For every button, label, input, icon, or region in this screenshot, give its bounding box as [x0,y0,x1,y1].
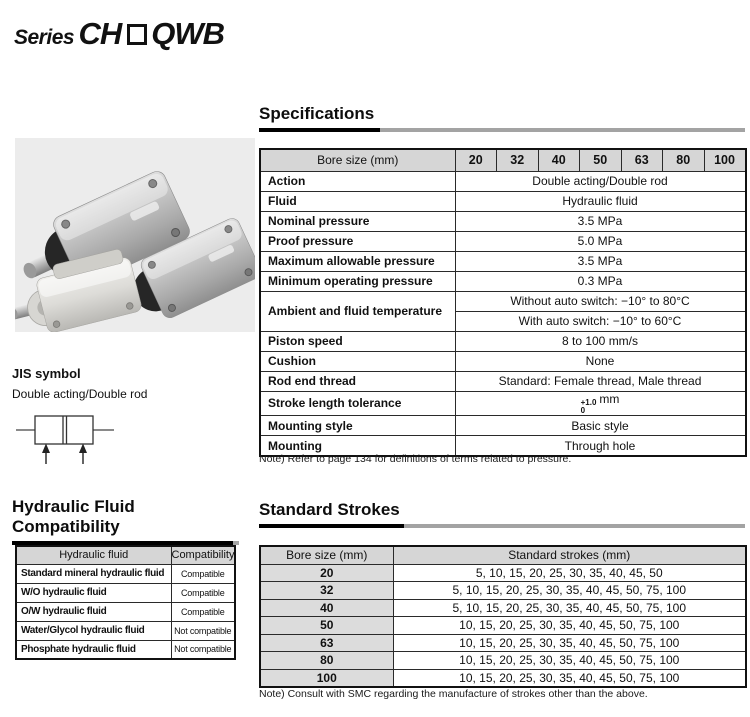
specifications-note: Note) Refer to page 134 for definitions of terms related to pressure. [259,453,572,465]
spec-row-piston-speed: Piston speed 8 to 100 mm/s [260,331,746,351]
tolerance-unit: mm [599,391,620,406]
hfc-header-compatibility: Compatibility [171,546,235,564]
ss-row-40: 40 5, 10, 15, 20, 25, 30, 35, 40, 45, 50, 75, 100 [260,599,746,617]
product-photo [15,138,255,332]
hfc-row-ow: O/W hydraulic fluid Compatible [16,602,235,621]
standard-strokes-rule [259,524,745,528]
spec-row-action: Action Double acting/Double rod [260,171,746,191]
standard-strokes-section-header [259,500,745,528]
ss-row-80: 80 10, 15, 20, 25, 30, 35, 40, 45, 50, 75, 100 [260,652,746,670]
bore-col-32: 32 [497,149,539,171]
jis-double-rod-symbol [14,406,126,468]
title-model-suffix: QWB [151,16,225,51]
bore-col-80: 80 [663,149,705,171]
title-series: Series [14,26,75,49]
ss-row-100: 100 10, 15, 20, 25, 30, 35, 40, 45, 50, 75, 100 [260,669,746,687]
hfc-header-fluid: Hydraulic fluid [16,546,171,564]
spec-row-max-allowable-pressure: Maximum allowable pressure 3.5 MPa [260,251,746,271]
bore-col-100: 100 [704,149,746,171]
spec-header-row [260,149,746,171]
spec-row-nominal-pressure: Nominal pressure 3.5 MPa [260,211,746,231]
fluid-compatibility-section-header [12,497,239,545]
bore-col-63: 63 [621,149,663,171]
standard-strokes-table [259,545,747,688]
bore-col-50: 50 [580,149,622,171]
ss-header-row [260,546,746,564]
ss-row-20: 20 5, 10, 15, 20, 25, 30, 35, 40, 45, 50 [260,564,746,582]
ss-header-strokes: Standard strokes (mm) [393,546,746,564]
page-title [14,16,224,52]
bore-col-20: 20 [455,149,497,171]
standard-strokes-heading: Standard Strokes [259,500,400,519]
hfc-row-water-glycol: Water/Glycol hydraulic fluid Not compatible [16,621,235,640]
bore-placeholder-square-icon [127,24,147,45]
spec-row-proof-pressure: Proof pressure 5.0 MPa [260,231,746,251]
spec-row-ambient-temp-1: Ambient and fluid temperature Without auto switch: −10° to 80°C [260,291,746,311]
cylinders-illustration [15,138,255,332]
spec-row-min-operating-pressure: Minimum operating pressure 0.3 MPa [260,271,746,291]
fluid-compatibility-heading: Hydraulic Fluid Compatibility [12,497,135,536]
hfc-row-standard-mineral: Standard mineral hydraulic fluid Compatible [16,564,235,583]
specifications-section-header [259,104,745,132]
jis-symbol-heading: JIS symbol [12,366,81,381]
title-model-prefix: CH [78,16,122,51]
bore-col-40: 40 [538,149,580,171]
tolerance-stack: +1.0 0 [580,397,597,415]
spec-row-rod-end-thread: Rod end thread Standard: Female thread, Male thread [260,371,746,391]
standard-strokes-note: Note) Consult with SMC regarding the manufacture of strokes other than the above. [259,688,648,700]
cylinder-c [15,247,143,332]
ss-row-32: 32 5, 10, 15, 20, 25, 30, 35, 40, 45, 50, 75, 100 [260,582,746,600]
spec-row-stroke-tolerance: Stroke length tolerance +1.0 0 mm [260,391,746,416]
spec-header-bore-label: Bore size (mm) [260,149,455,171]
spec-row-mounting: Mounting Through hole [260,436,746,456]
specifications-table [259,148,747,457]
jis-symbol-subheading: Double acting/Double rod [12,387,148,401]
spec-row-cushion: Cushion None [260,351,746,371]
ss-header-bore: Bore size (mm) [260,546,393,564]
ss-row-50: 50 10, 15, 20, 25, 30, 35, 40, 45, 50, 75, 100 [260,617,746,635]
ss-row-63: 63 10, 15, 20, 25, 30, 35, 40, 45, 50, 75, 100 [260,634,746,652]
hfc-row-wo: W/O hydraulic fluid Compatible [16,583,235,602]
spec-row-fluid: Fluid Hydraulic fluid [260,191,746,211]
specifications-rule [259,128,745,132]
spec-row-mounting-style: Mounting style Basic style [260,416,746,436]
hfc-header-row [16,546,235,564]
spec-row-ambient-temp-2: With auto switch: −10° to 60°C [260,311,746,331]
fluid-compatibility-table [15,545,236,660]
hfc-row-phosphate: Phosphate hydraulic fluid Not compatible [16,640,235,659]
specifications-heading: Specifications [259,104,375,123]
